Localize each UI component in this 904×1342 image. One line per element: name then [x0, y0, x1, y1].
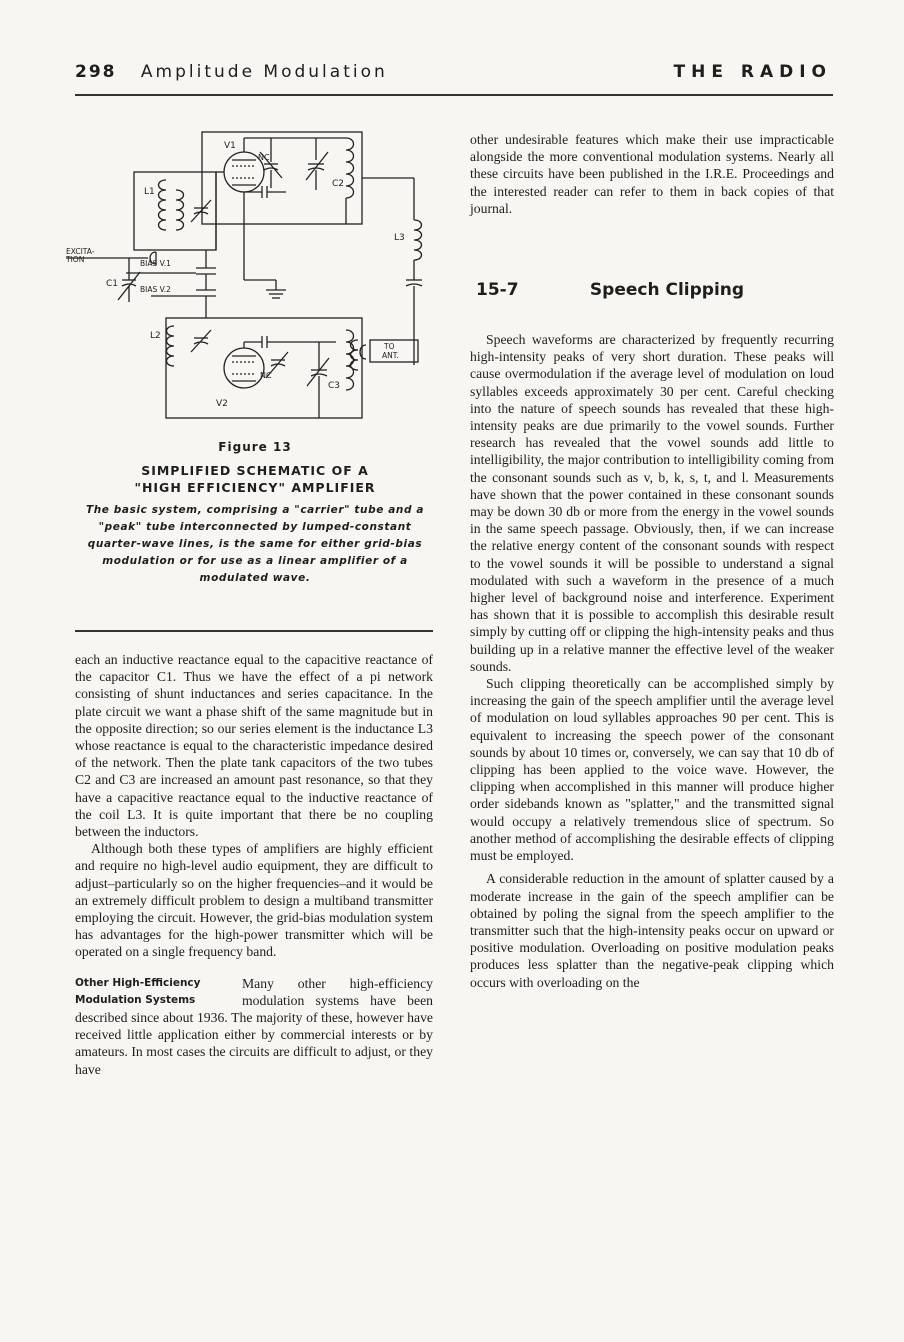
label-to-ant-2: ANT. — [382, 351, 399, 360]
label-c3: C3 — [328, 381, 341, 391]
paragraph: each an inductive reactance equal to the capacitive reactance of the capacitor C1. Thus we have the effect of a pi network consisting of shunt inductances and series capacitance. In the plate circuit we want a phase shift of the same magnitude but in the opposite direction; so our series element is the inductance L3 whose reactance is equal to the characteristic impedance desired of the network. Then the plate tank capacitors of the two tubes C2 and C3 are increased an amount past resonance, so that they have a capacitive reactance equal to the inductive reactance of the coil L3. It is quite important that there be no coupling between the inductors. — [75, 652, 433, 840]
running-header — [75, 62, 388, 82]
chapter-title: Amplitude Modulation — [140, 62, 388, 82]
label-c2: C2 — [332, 179, 345, 189]
paragraph-text: Many other high-efficiency modulation systems have been described since about 1936. The majority of these, however have received little application either by commercial interests or by amateurs. In most cases the circuits are difficult to adjust, or they have — [75, 975, 433, 1077]
label-excitation-1: EXCITA- — [66, 247, 95, 256]
paragraph: Although both these types of amplifiers are highly efficient and require no high-level audio equipment, they are difficult to adjust–particularly so on the higher frequencies–and it would be an extremely difficult problem to design a multiband transmitter employing the circuit. However, the grid-bias modulation system has advantages for the high-power transmitter which will be operated on a single frequency band. — [75, 841, 433, 960]
label-bias-v2: BIAS V.2 — [140, 285, 171, 294]
paragraph: Speech waveforms are characterized by frequently recurring high-intensity peaks of very short duration. These peaks will cause overmodulation if the average level of modulation on loud syllables exceeds approximately 30 per cent. Careful checking into the nature of speech sounds has revealed that these high-intensity peaks are due primarily to the vowel sounds. Further research has revealed that the vowel sounds add little to intelligibility, the major contribution to intelligibility coming from the consonant sounds such as v, b, k, s, t, and l. Measurements have shown that the power contained in these consonant sounds may be down 30 db or more from the energy in the vowel sounds in the same speech passage. Obviously, then, if we can increase the relative energy content of the consonant sounds with respect to the vowel sounds it will be possible to understand a signal modulated with such a waveform in the presence of a much higher level of background noise and interference. Experiment has shown that it is possible to accomplish this desirable result simply by cutting off or clipping the high-intensity peaks and thus building up in a relative manner the effective level of the weaker sounds. — [470, 332, 834, 674]
paragraph: Such clipping theoretically can be accomplished simply by increasing the gain of the speech amplifier until the average level of modulation on loud syllables approaches 90 per cent. This is equivalent to increasing the speech power of the consonant sounds by about 10 times or, conversely, we can say that 10 db of clipping has been applied to the voice wave. However, the clipping when accomplished in this manner will produce higher order sidebands known as "splatter," and the transmitted signal would occupy a relatively tremendous slice of spectrum. So another method of accomplishing the desirable effects of clipping must be employed. — [470, 676, 834, 864]
left-column — [75, 651, 433, 1078]
section-number: 15-7 — [476, 280, 519, 300]
figure-title — [70, 462, 440, 496]
side-heading-paragraph — [75, 975, 433, 1078]
side-heading: Other High-Efficiency Modulation Systems — [75, 976, 201, 1006]
figure-description: The basic system, comprising a "carrier" tube and a "peak" tube interconnected by lumped-constant quarter-wave lines, is the same for either grid-bias modulation or for use as a linear amplifier of a modulated wave. — [85, 504, 425, 584]
paragraph: other undesirable features which make their use impracticable alongside the more conventional modulation systems. Nearly all these circuits have been published in the I.R.E. Proceedings and the interested reader can refer to them in back copies of that journal. — [470, 132, 834, 216]
page-number: 298 — [75, 62, 117, 82]
section-heading — [476, 280, 744, 300]
header-rule — [75, 94, 833, 96]
label-c1: C1 — [106, 279, 119, 289]
schematic-figure — [66, 130, 446, 420]
figure-title-line-2: "HIGH EFFICIENCY" AMPLIFIER — [134, 480, 376, 495]
label-l1: L1 — [144, 187, 155, 197]
label-nc-top: NC — [258, 153, 270, 162]
label-excitation-2: TION — [66, 255, 85, 264]
label-to-ant-1: TO — [384, 342, 395, 351]
paragraph: A considerable reduction in the amount of splatter caused by a moderate increase in the gain of the speech amplifier can be obtained by poling the signal from the speech amplifier to the transmitter such that the high-intensity peaks occur on upward or positive modulation. Overloading on positive modulation peaks produces less splatter than the negative-peak clipping which occurs with overloading on the — [470, 871, 834, 990]
label-v2: V2 — [216, 399, 228, 409]
right-column-body — [470, 331, 834, 991]
label-l3: L3 — [394, 233, 405, 243]
book-title: THE RADIO — [673, 62, 832, 82]
label-bias-v1: BIAS V.1 — [140, 259, 171, 268]
right-column-top — [470, 131, 834, 217]
section-title: Speech Clipping — [589, 280, 745, 300]
label-nc-bottom: NC — [260, 371, 272, 380]
label-v1: V1 — [224, 141, 236, 151]
figure-title-line-1: SIMPLIFIED SCHEMATIC OF A — [141, 463, 369, 478]
label-l2: L2 — [150, 331, 161, 341]
tube-v2 — [224, 348, 264, 388]
figure-rule — [75, 630, 433, 632]
figure-label: Figure 13 — [218, 440, 292, 454]
